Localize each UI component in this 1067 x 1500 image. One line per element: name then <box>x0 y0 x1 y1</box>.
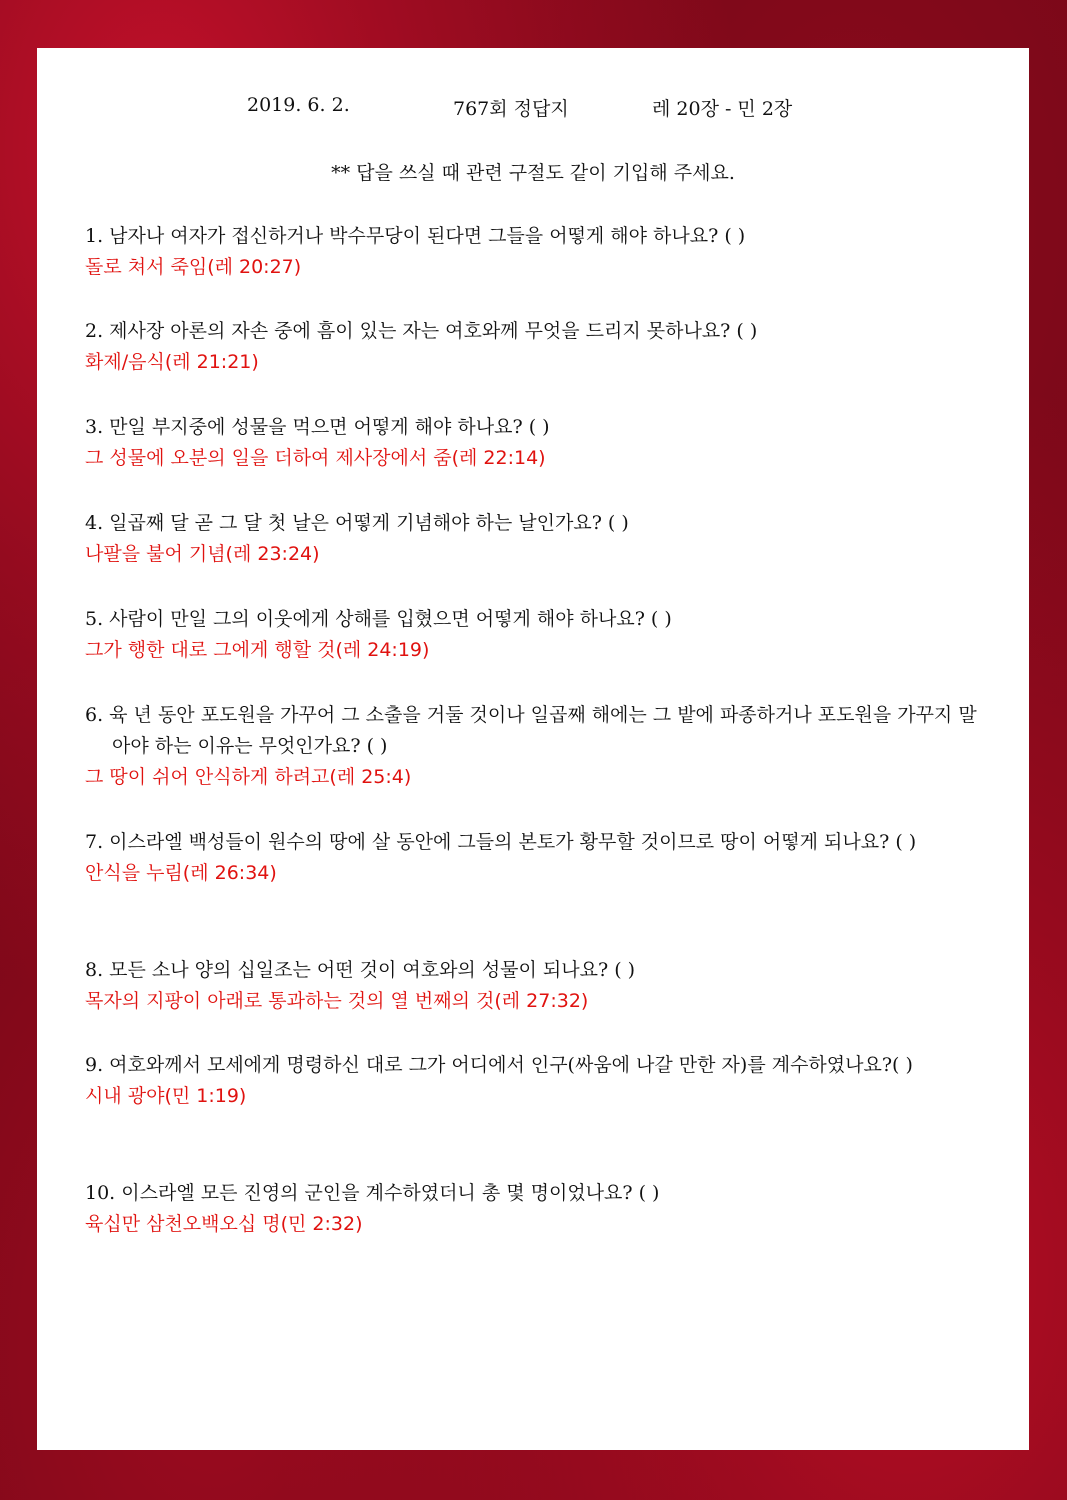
header-date: 2019. 6. 2. <box>247 94 350 116</box>
page-header <box>37 94 1029 118</box>
answer-text: 그 땅이 쉬어 안식하게 하려고(레 25:4) <box>85 766 412 788</box>
question-item-7 <box>85 827 985 889</box>
question-text: 7. 이스라엘 백성들이 원수의 땅에 살 동안에 그들의 본토가 황무할 것이므로 땅이 어떻게 되나요? ( ) <box>85 831 917 853</box>
answer-text: 육십만 삼천오백오십 명(민 2:32) <box>85 1213 363 1235</box>
answer-text: 그 성물에 오분의 일을 더하여 제사장에서 줌(레 22:14) <box>85 447 546 469</box>
question-text: 9. 여호와께서 모세에게 명령하신 대로 그가 어디에서 인구(싸움에 나갈 만한 자)를 계수하였나요?( ) <box>85 1054 913 1076</box>
question-item-2 <box>85 316 985 378</box>
question-item-8 <box>85 955 985 1017</box>
question-item-6 <box>85 700 985 793</box>
question-text: 4. 일곱째 달 곧 그 달 첫 날은 어떻게 기념해야 하는 날인가요? ( ) <box>85 512 629 534</box>
question-item-5 <box>85 604 985 666</box>
answer-text: 그가 행한 대로 그에게 행할 것(레 24:19) <box>85 639 430 661</box>
question-text: 8. 모든 소나 양의 십일조는 어떤 것이 여호와의 성물이 되나요? ( ) <box>85 959 636 981</box>
question-text: 3. 만일 부지중에 성물을 먹으면 어떻게 해야 하나요? ( ) <box>85 416 550 438</box>
question-item-4 <box>85 508 985 570</box>
question-item-10 <box>85 1178 985 1240</box>
question-text: 10. 이스라엘 모든 진영의 군인을 계수하였더니 총 몇 명이었나요? ( ) <box>85 1182 660 1204</box>
answer-text: 안식을 누림(레 26:34) <box>85 862 277 884</box>
answer-text: 나팔을 불어 기념(레 23:24) <box>85 543 320 565</box>
question-text: 5. 사람이 만일 그의 이웃에게 상해를 입혔으면 어떻게 해야 하나요? ( ) <box>85 608 672 630</box>
answer-text: 목자의 지팡이 아래로 통과하는 것의 열 번째의 것(레 27:32) <box>85 990 589 1012</box>
question-item-9 <box>85 1050 985 1112</box>
instruction-note: ** 답을 쓰실 때 관련 구절도 같이 기입해 주세요. <box>331 162 735 184</box>
answer-text: 돌로 쳐서 죽임(레 20:27) <box>85 256 302 278</box>
answer-text: 시내 광야(민 1:19) <box>85 1085 247 1107</box>
question-item-3 <box>85 412 985 474</box>
answer-text: 화제/음식(레 21:21) <box>85 351 259 373</box>
question-item-1 <box>85 221 985 283</box>
header-title: 767회 정답지 <box>453 98 569 120</box>
question-text: 1. 남자나 여자가 접신하거나 박수무당이 된다면 그들을 어떻게 해야 하나요? ( ) <box>85 225 746 247</box>
question-text: 6. 육 년 동안 포도원을 가꾸어 그 소출을 거둘 것이나 일곱째 해에는 그 밭에 파종하거나 포도원을 가꾸지 말아야 하는 이유는 무엇인가요? ( ) <box>85 704 977 757</box>
question-text: 2. 제사장 아론의 자손 중에 흠이 있는 자는 여호와께 무엇을 드리지 못하나요? ( ) <box>85 320 758 342</box>
answer-sheet-page <box>37 48 1029 1450</box>
header-scripture-range: 레 20장 - 민 2장 <box>652 98 793 120</box>
